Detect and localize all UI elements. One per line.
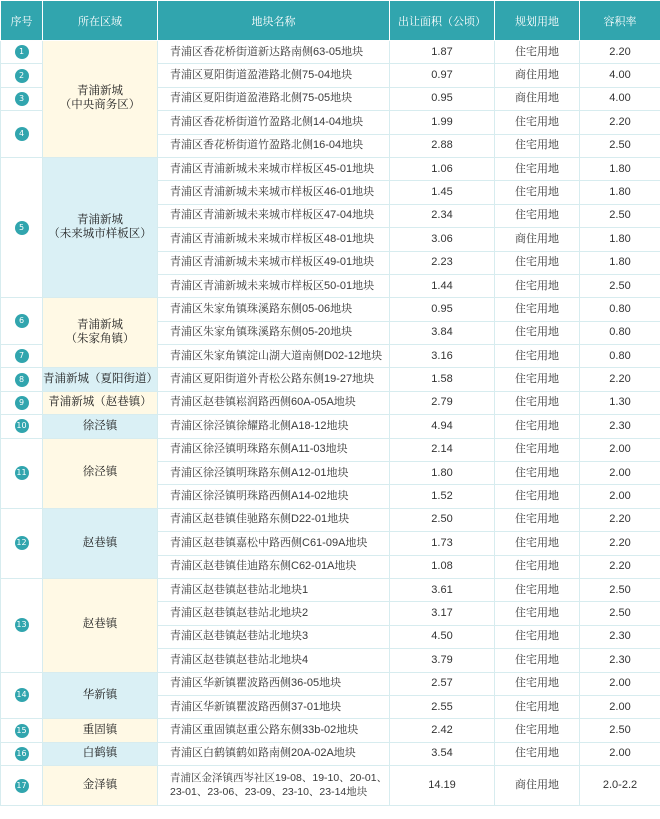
- parcel-name-cell: 青浦区赵巷镇赵巷站北地块3: [158, 625, 390, 648]
- land-use-cell: 住宅用地: [495, 251, 580, 274]
- table-row: [1, 41, 660, 64]
- area-cell: [43, 391, 158, 414]
- row-number-cell: [1, 298, 43, 345]
- row-number-badge: 13: [15, 618, 29, 632]
- size-cell: 1.73: [390, 532, 495, 555]
- far-cell: 2.20: [580, 41, 660, 64]
- row-number-badge: 14: [15, 688, 29, 702]
- table-row: [1, 672, 660, 695]
- far-cell: 2.30: [580, 415, 660, 438]
- parcel-name-cell: 青浦区赵巷镇佳迪路东侧C62-01A地块: [158, 555, 390, 578]
- far-cell: 2.50: [580, 602, 660, 625]
- area-cell: [43, 766, 158, 806]
- parcel-name-cell: 青浦区赵巷镇佳驰路东侧D22-01地块: [158, 508, 390, 531]
- size-cell: 1.44: [390, 274, 495, 297]
- area-label-line: 赵巷镇: [82, 536, 118, 549]
- area-cell: [43, 415, 158, 438]
- row-number-badge: 1: [15, 45, 29, 59]
- parcel-name-cell: 青浦区徐泾镇明珠路东侧A11-03地块: [158, 438, 390, 461]
- land-use-cell: 住宅用地: [495, 462, 580, 485]
- table-header-row: [1, 1, 660, 41]
- far-cell: 2.50: [580, 719, 660, 742]
- parcel-name-cell: 青浦区赵巷镇赵巷站北地块2: [158, 602, 390, 625]
- parcel-name-cell: 青浦区香花桥街道竹盈路北侧16-04地块: [158, 134, 390, 157]
- parcel-name-cell: 青浦区青浦新城未来城市样板区48-01地块: [158, 228, 390, 251]
- area-label-line: （朱家角镇）: [65, 332, 135, 345]
- row-number-cell: [1, 719, 43, 742]
- table-row: [1, 719, 660, 742]
- size-cell: 2.57: [390, 672, 495, 695]
- table-row: [1, 578, 660, 601]
- land-use-cell: 住宅用地: [495, 415, 580, 438]
- area-cell: [43, 368, 158, 391]
- size-cell: 14.19: [390, 766, 495, 806]
- row-number-cell: [1, 742, 43, 765]
- far-cell: 2.50: [580, 204, 660, 227]
- parcel-name-cell: 青浦区夏阳街道盈港路北侧75-05地块: [158, 87, 390, 110]
- row-number-badge: 10: [15, 419, 29, 433]
- area-cell: [43, 438, 158, 508]
- size-cell: 1.45: [390, 181, 495, 204]
- far-cell: 2.00: [580, 438, 660, 461]
- land-use-cell: 住宅用地: [495, 672, 580, 695]
- row-number-cell: [1, 345, 43, 368]
- area-label-line: 徐泾镇: [82, 466, 118, 479]
- row-number-badge: 7: [15, 349, 29, 363]
- parcel-name-cell: 青浦区赵巷镇嘉松中路西侧C61-09A地块: [158, 532, 390, 555]
- row-number-cell: [1, 87, 43, 110]
- row-number-badge: 8: [15, 373, 29, 387]
- land-use-cell: 住宅用地: [495, 578, 580, 601]
- size-cell: 1.08: [390, 555, 495, 578]
- area-label-line: 青浦新城: [77, 85, 123, 98]
- table-row: [1, 508, 660, 531]
- far-cell: 2.0-2.2: [580, 766, 660, 806]
- parcel-name-cell: 青浦区白鹤镇鹤如路南侧20A-02A地块: [158, 742, 390, 765]
- land-use-cell: 住宅用地: [495, 649, 580, 672]
- area-label-line: 青浦新城: [77, 319, 123, 332]
- land-use-cell: 住宅用地: [495, 532, 580, 555]
- far-cell: 1.80: [580, 228, 660, 251]
- size-cell: 2.34: [390, 204, 495, 227]
- area-label-line: 青浦新城: [77, 213, 123, 226]
- far-cell: 4.00: [580, 64, 660, 87]
- size-cell: 0.95: [390, 87, 495, 110]
- land-use-cell: 住宅用地: [495, 485, 580, 508]
- area-label-line: 金泽镇: [82, 778, 118, 791]
- parcel-name-cell: 青浦区青浦新城未来城市样板区45-01地块: [158, 157, 390, 180]
- parcel-name-cell: 青浦区徐泾镇明珠路东侧A12-01地块: [158, 462, 390, 485]
- table-row: [1, 391, 660, 414]
- size-cell: 3.54: [390, 742, 495, 765]
- land-use-cell: 住宅用地: [495, 625, 580, 648]
- area-cell: [43, 742, 158, 765]
- far-cell: 2.50: [580, 274, 660, 297]
- parcel-name-cell: 青浦区华新镇瞿波路西侧36-05地块: [158, 672, 390, 695]
- area-cell: [43, 298, 158, 368]
- far-cell: 2.20: [580, 555, 660, 578]
- header-parcel-name: 地块名称: [158, 1, 390, 41]
- row-number-cell: [1, 41, 43, 64]
- row-number-cell: [1, 438, 43, 508]
- table-row: [1, 766, 660, 806]
- table-row: [1, 742, 660, 765]
- parcel-name-cell: 青浦区朱家角镇珠溪路东侧05-06地块: [158, 298, 390, 321]
- table-body: [1, 41, 660, 806]
- far-cell: 2.30: [580, 625, 660, 648]
- land-use-cell: 住宅用地: [495, 719, 580, 742]
- land-use-cell: 商住用地: [495, 228, 580, 251]
- area-cell: [43, 157, 158, 297]
- row-number-cell: [1, 64, 43, 87]
- far-cell: 2.20: [580, 508, 660, 531]
- far-cell: 2.50: [580, 134, 660, 157]
- size-cell: 1.87: [390, 41, 495, 64]
- parcel-name-cell: 青浦区青浦新城未来城市样板区49-01地块: [158, 251, 390, 274]
- size-cell: 3.16: [390, 345, 495, 368]
- size-cell: 3.84: [390, 321, 495, 344]
- area-label-line: 白鹤镇: [82, 747, 118, 760]
- header-far: 容积率: [580, 1, 660, 41]
- land-use-cell: 住宅用地: [495, 321, 580, 344]
- land-use-cell: 住宅用地: [495, 134, 580, 157]
- far-cell: 1.80: [580, 181, 660, 204]
- far-cell: 4.00: [580, 87, 660, 110]
- parcel-name-cell: 青浦区夏阳街道外青松公路东侧19-27地块: [158, 368, 390, 391]
- land-use-cell: 住宅用地: [495, 695, 580, 718]
- size-cell: 3.06: [390, 228, 495, 251]
- row-number-cell: [1, 111, 43, 158]
- size-cell: 2.14: [390, 438, 495, 461]
- far-cell: 1.30: [580, 391, 660, 414]
- area-label-line: 赵巷镇: [82, 618, 118, 631]
- row-number-badge: 9: [15, 396, 29, 410]
- far-cell: 2.20: [580, 532, 660, 555]
- land-use-cell: 住宅用地: [495, 41, 580, 64]
- size-cell: 1.52: [390, 485, 495, 508]
- area-cell: [43, 672, 158, 719]
- header-area: 所在区域: [43, 1, 158, 41]
- size-cell: 4.94: [390, 415, 495, 438]
- row-number-badge: 11: [15, 466, 29, 480]
- area-label-line: 重固镇: [82, 723, 118, 736]
- row-number-cell: [1, 672, 43, 719]
- far-cell: 2.00: [580, 462, 660, 485]
- area-cell: [43, 719, 158, 742]
- size-cell: 2.23: [390, 251, 495, 274]
- row-number-cell: [1, 508, 43, 578]
- row-number-badge: 17: [15, 779, 29, 793]
- row-number-badge: 2: [15, 69, 29, 83]
- land-use-cell: 住宅用地: [495, 508, 580, 531]
- size-cell: 3.79: [390, 649, 495, 672]
- far-cell: 2.00: [580, 485, 660, 508]
- land-use-cell: 住宅用地: [495, 157, 580, 180]
- parcel-name-cell: 青浦区青浦新城未来城市样板区50-01地块: [158, 274, 390, 297]
- row-number-cell: [1, 415, 43, 438]
- land-use-cell: 住宅用地: [495, 274, 580, 297]
- land-use-cell: 住宅用地: [495, 555, 580, 578]
- parcel-name-cell: 青浦区香花桥街道竹盈路北侧14-04地块: [158, 111, 390, 134]
- area-label-line: 青浦新城（夏阳街道）: [43, 372, 158, 385]
- table-row: [1, 415, 660, 438]
- size-cell: 0.97: [390, 64, 495, 87]
- row-number-cell: [1, 157, 43, 297]
- far-cell: 2.50: [580, 578, 660, 601]
- header-land-use: 规划用地: [495, 1, 580, 41]
- parcel-name-cell: 青浦区夏阳街道盈港路北侧75-04地块: [158, 64, 390, 87]
- far-cell: 0.80: [580, 321, 660, 344]
- table-row: [1, 438, 660, 461]
- area-cell: [43, 41, 158, 158]
- area-label-line: 青浦新城（赵巷镇）: [48, 396, 152, 409]
- far-cell: 1.80: [580, 251, 660, 274]
- land-use-cell: 商住用地: [495, 87, 580, 110]
- land-use-cell: 住宅用地: [495, 298, 580, 321]
- land-use-cell: 商住用地: [495, 766, 580, 806]
- size-cell: 0.95: [390, 298, 495, 321]
- size-cell: 3.17: [390, 602, 495, 625]
- size-cell: 2.50: [390, 508, 495, 531]
- header-no: 序号: [1, 1, 43, 41]
- parcel-name-cell: 青浦区朱家角镇淀山湖大道南侧D02-12地块: [158, 345, 390, 368]
- row-number-badge: 5: [15, 221, 29, 235]
- far-cell: 2.00: [580, 742, 660, 765]
- area-label-line: 华新镇: [82, 688, 118, 701]
- row-number-badge: 15: [15, 724, 29, 738]
- table-row: [1, 368, 660, 391]
- row-number-cell: [1, 368, 43, 391]
- row-number-badge: 4: [15, 127, 29, 141]
- land-use-cell: 住宅用地: [495, 111, 580, 134]
- size-cell: 1.06: [390, 157, 495, 180]
- far-cell: 2.30: [580, 649, 660, 672]
- far-cell: 2.00: [580, 672, 660, 695]
- area-label-line: （未来城市样板区）: [48, 227, 152, 240]
- size-cell: 1.58: [390, 368, 495, 391]
- far-cell: 2.20: [580, 368, 660, 391]
- size-cell: 3.61: [390, 578, 495, 601]
- row-number-badge: 16: [15, 747, 29, 761]
- row-number-badge: 6: [15, 314, 29, 328]
- land-use-cell: 住宅用地: [495, 602, 580, 625]
- parcel-name-cell: 青浦区徐泾镇明珠路西侧A14-02地块: [158, 485, 390, 508]
- row-number-cell: [1, 578, 43, 672]
- parcel-name-cell: 青浦区金泽镇西岑社区19-08、19-10、20-01、23-01、23-06、23-09、23-10、23-14地块: [158, 766, 390, 806]
- land-use-cell: 住宅用地: [495, 368, 580, 391]
- header-size: 出让面积（公顷）: [390, 1, 495, 41]
- parcel-name-cell: 青浦区赵巷镇崧润路西侧60A-05A地块: [158, 391, 390, 414]
- area-label-line: （中央商务区）: [59, 98, 141, 111]
- far-cell: 0.80: [580, 345, 660, 368]
- row-number-cell: [1, 391, 43, 414]
- far-cell: 2.20: [580, 111, 660, 134]
- table-row: [1, 157, 660, 180]
- land-use-cell: 住宅用地: [495, 438, 580, 461]
- size-cell: 1.80: [390, 462, 495, 485]
- land-use-cell: 商住用地: [495, 64, 580, 87]
- land-use-cell: 住宅用地: [495, 204, 580, 227]
- size-cell: 4.50: [390, 625, 495, 648]
- parcel-name-cell: 青浦区青浦新城未来城市样板区46-01地块: [158, 181, 390, 204]
- size-cell: 2.55: [390, 695, 495, 718]
- land-use-cell: 住宅用地: [495, 391, 580, 414]
- parcel-name-cell: 青浦区青浦新城未来城市样板区47-04地块: [158, 204, 390, 227]
- area-label-line: 徐泾镇: [82, 419, 118, 432]
- land-use-cell: 住宅用地: [495, 742, 580, 765]
- parcel-name-cell: 青浦区重固镇赵重公路东侧33b-02地块: [158, 719, 390, 742]
- parcel-name-cell: 青浦区华新镇瞿波路西侧37-01地块: [158, 695, 390, 718]
- row-number-badge: 12: [15, 536, 29, 550]
- far-cell: 1.80: [580, 157, 660, 180]
- land-use-cell: 住宅用地: [495, 345, 580, 368]
- row-number-badge: 3: [15, 92, 29, 106]
- size-cell: 1.99: [390, 111, 495, 134]
- size-cell: 2.79: [390, 391, 495, 414]
- row-number-cell: [1, 766, 43, 806]
- far-cell: 0.80: [580, 298, 660, 321]
- size-cell: 2.42: [390, 719, 495, 742]
- area-cell: [43, 508, 158, 578]
- parcel-name-cell: 青浦区赵巷镇赵巷站北地块4: [158, 649, 390, 672]
- parcel-name-cell: 青浦区朱家角镇珠溪路东侧05-20地块: [158, 321, 390, 344]
- area-cell: [43, 578, 158, 672]
- parcel-name-cell: 青浦区徐泾镇徐耀路北侧A18-12地块: [158, 415, 390, 438]
- land-use-cell: 住宅用地: [495, 181, 580, 204]
- far-cell: 2.00: [580, 695, 660, 718]
- parcel-name-cell: 青浦区香花桥街道新达路南侧63-05地块: [158, 41, 390, 64]
- parcel-name-cell: 青浦区赵巷镇赵巷站北地块1: [158, 578, 390, 601]
- table-row: [1, 298, 660, 321]
- size-cell: 2.88: [390, 134, 495, 157]
